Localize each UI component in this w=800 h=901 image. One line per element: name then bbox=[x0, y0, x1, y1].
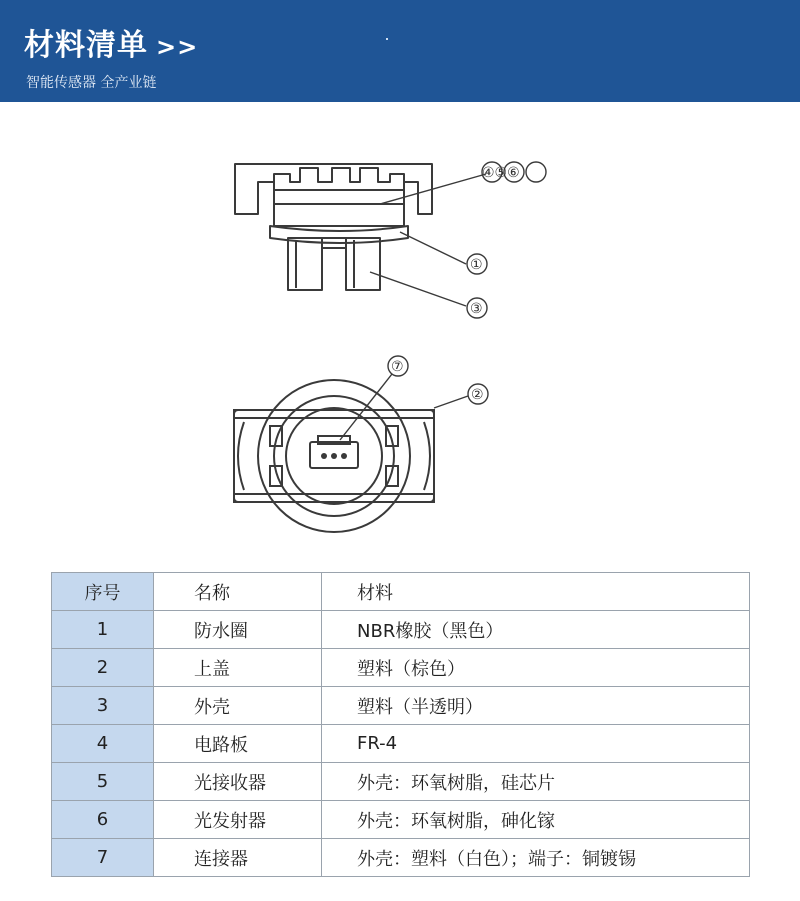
table-row bbox=[52, 611, 750, 649]
row-name: 电路板 bbox=[154, 725, 322, 763]
table-row bbox=[52, 687, 750, 725]
page-title bbox=[24, 20, 198, 64]
table-row bbox=[52, 649, 750, 687]
callout-1: ① bbox=[470, 257, 483, 273]
side-oring bbox=[270, 226, 408, 243]
row-name: 防水圈 bbox=[154, 611, 322, 649]
header-name: 名称 bbox=[154, 573, 322, 611]
callout-7: ⑦ bbox=[391, 359, 404, 375]
row-name: 光接收器 bbox=[154, 763, 322, 801]
row-material: 塑料（半透明） bbox=[322, 687, 750, 725]
title-text: 材料清单 bbox=[24, 28, 148, 63]
header-no: 序号 bbox=[52, 573, 154, 611]
materials-table bbox=[51, 572, 750, 877]
table-header-row bbox=[52, 573, 750, 611]
row-material: NBR橡胶（黑色） bbox=[322, 611, 750, 649]
row-no: 7 bbox=[52, 839, 154, 877]
row-no: 3 bbox=[52, 687, 154, 725]
callout-3: ③ bbox=[470, 301, 483, 317]
row-no: 2 bbox=[52, 649, 154, 687]
callout-456: ④⑤⑥ bbox=[482, 165, 520, 181]
table-row bbox=[52, 839, 750, 877]
row-no: 4 bbox=[52, 725, 154, 763]
row-name: 光发射器 bbox=[154, 801, 322, 839]
page-subtitle: 智能传感器 全产业链 bbox=[26, 75, 157, 91]
side-leg-left bbox=[288, 238, 322, 290]
row-material: 外壳：环氧树脂，硅芯片 bbox=[322, 763, 750, 801]
callout-2: ② bbox=[471, 387, 484, 403]
side-leg-right bbox=[346, 238, 380, 290]
row-no: 5 bbox=[52, 763, 154, 801]
side-body bbox=[274, 190, 404, 226]
row-material: 塑料（棕色） bbox=[322, 649, 750, 687]
header-material: 材料 bbox=[322, 573, 750, 611]
row-no: 1 bbox=[52, 611, 154, 649]
table-row bbox=[52, 725, 750, 763]
banner-dot bbox=[386, 38, 388, 40]
table-row bbox=[52, 763, 750, 801]
row-name: 连接器 bbox=[154, 839, 322, 877]
row-material: 外壳：塑料（白色）；端子：铜镀锡 bbox=[322, 839, 750, 877]
side-cap-teeth bbox=[274, 168, 404, 190]
title-arrows: >> bbox=[156, 33, 199, 61]
table-row bbox=[52, 801, 750, 839]
header-banner bbox=[0, 0, 800, 102]
sensor-diagram bbox=[0, 140, 800, 560]
row-no: 6 bbox=[52, 801, 154, 839]
row-material: 外壳：环氧树脂，砷化镓 bbox=[322, 801, 750, 839]
row-name: 外壳 bbox=[154, 687, 322, 725]
row-name: 上盖 bbox=[154, 649, 322, 687]
row-material: FR-4 bbox=[322, 725, 750, 763]
sensor-drawing bbox=[0, 140, 800, 560]
